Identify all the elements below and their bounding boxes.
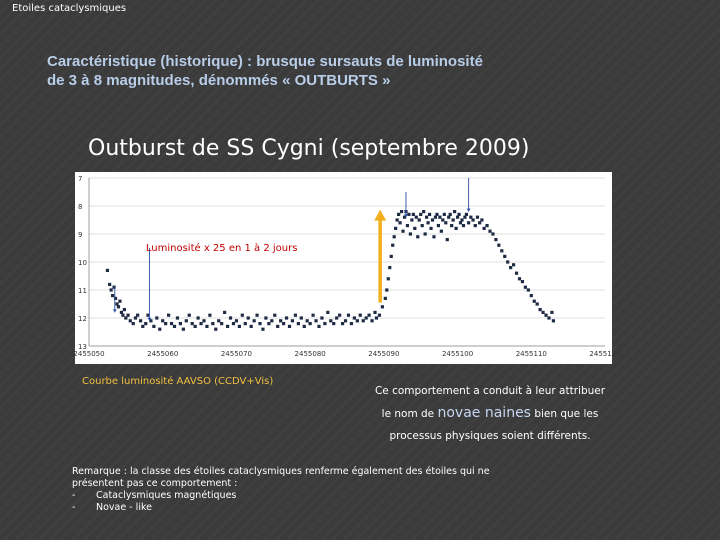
data-point xyxy=(394,227,397,230)
data-point xyxy=(491,232,494,235)
data-point xyxy=(478,221,481,224)
data-point xyxy=(126,314,129,317)
remark-line-1: Remarque : la classe des étoiles cataclysmiques renferme également des étoiles qui ne xyxy=(72,466,490,477)
data-point xyxy=(196,316,199,319)
data-point xyxy=(431,218,434,221)
data-point xyxy=(176,316,179,319)
caption-line-2 xyxy=(340,402,640,425)
data-point xyxy=(152,325,155,328)
data-point xyxy=(509,266,512,269)
light-curve-svg xyxy=(73,172,621,364)
data-point xyxy=(415,216,418,219)
data-point xyxy=(261,328,264,331)
data-point xyxy=(401,230,404,233)
data-point xyxy=(536,302,539,305)
data-point xyxy=(438,216,441,219)
data-point xyxy=(413,227,416,230)
data-point xyxy=(185,319,188,322)
data-point xyxy=(167,314,170,317)
data-point xyxy=(264,316,267,319)
data-point xyxy=(362,319,365,322)
data-point xyxy=(547,316,550,319)
data-point xyxy=(406,224,409,227)
data-point xyxy=(118,300,121,303)
data-point xyxy=(462,224,465,227)
data-point xyxy=(217,319,220,322)
data-point xyxy=(385,288,388,291)
data-point xyxy=(533,300,536,303)
data-point xyxy=(161,319,164,322)
subtitle-line-2: de 3 à 8 magnitudes, dénommés « OUTBURTS » xyxy=(47,72,391,89)
data-point xyxy=(255,314,258,317)
data-point xyxy=(485,224,488,227)
x-tick-label: 2455060 xyxy=(147,350,179,358)
data-point xyxy=(117,305,120,308)
data-point xyxy=(347,314,350,317)
data-point xyxy=(350,322,353,325)
chart-title: Outburst de SS Cygni (septembre 2009) xyxy=(88,136,530,161)
data-point xyxy=(220,322,223,325)
data-point xyxy=(314,319,317,322)
data-point xyxy=(518,277,521,280)
data-point xyxy=(456,216,459,219)
data-point xyxy=(480,218,483,221)
data-point xyxy=(182,328,185,331)
data-point xyxy=(440,230,443,233)
data-point xyxy=(452,218,455,221)
data-point xyxy=(437,224,440,227)
light-curve-chart xyxy=(73,172,621,364)
data-point xyxy=(375,316,378,319)
y-tick-label: 8 xyxy=(78,203,83,211)
caption-line-1: Ce comportement a conduit à leur attribuer xyxy=(374,385,606,397)
data-point xyxy=(444,221,447,224)
x-tick-label: 2455100 xyxy=(441,350,474,358)
data-point xyxy=(214,328,217,331)
data-point xyxy=(488,230,491,233)
data-point xyxy=(524,286,527,289)
data-point xyxy=(309,322,312,325)
data-point xyxy=(381,305,384,308)
data-point xyxy=(270,319,273,322)
data-point xyxy=(344,319,347,322)
data-point xyxy=(469,216,472,219)
data-point xyxy=(426,221,429,224)
data-point xyxy=(527,288,530,291)
data-point xyxy=(229,316,232,319)
data-point xyxy=(267,322,270,325)
data-point xyxy=(494,238,497,241)
data-point xyxy=(446,238,449,241)
data-point xyxy=(164,322,167,325)
remark-item-text: Cataclysmiques magnétiques xyxy=(96,490,237,501)
data-point xyxy=(341,322,344,325)
caption-line-3: processus physiques soient différents. xyxy=(389,430,591,442)
data-point xyxy=(194,325,197,328)
data-point xyxy=(422,210,425,213)
data-point xyxy=(530,294,533,297)
data-point xyxy=(124,316,127,319)
data-point xyxy=(416,235,419,238)
data-point xyxy=(121,314,124,317)
data-point xyxy=(306,319,309,322)
data-point xyxy=(155,316,158,319)
data-point xyxy=(476,216,479,219)
data-point xyxy=(474,224,477,227)
data-point xyxy=(424,232,427,235)
caption-highlight: novae naines xyxy=(437,405,531,421)
data-point xyxy=(378,314,381,317)
data-point xyxy=(173,325,176,328)
data-point xyxy=(447,216,450,219)
data-point xyxy=(368,314,371,317)
data-point xyxy=(141,325,144,328)
data-point xyxy=(115,302,118,305)
data-point xyxy=(238,325,241,328)
slide-subtitle xyxy=(47,52,667,90)
y-tick-label: 10 xyxy=(78,259,87,267)
data-point xyxy=(320,316,323,319)
data-point xyxy=(179,322,182,325)
data-point xyxy=(393,235,396,238)
x-tick-label: 2455070 xyxy=(220,350,253,358)
remark-dash: - xyxy=(72,490,76,501)
data-point xyxy=(463,216,466,219)
data-point xyxy=(373,311,376,314)
caption-aavso: Courbe luminosité AAVSO (CCDV+Vis) xyxy=(82,376,274,387)
data-point xyxy=(300,316,303,319)
data-point xyxy=(450,224,453,227)
data-point xyxy=(253,319,256,322)
data-point xyxy=(457,213,460,216)
data-point xyxy=(425,216,428,219)
data-point xyxy=(467,221,470,224)
data-point xyxy=(158,328,161,331)
data-point xyxy=(388,266,391,269)
y-tick-label: 11 xyxy=(78,287,87,295)
data-point xyxy=(294,314,297,317)
data-point xyxy=(108,283,111,286)
data-point xyxy=(202,319,205,322)
data-point xyxy=(199,322,202,325)
data-point xyxy=(409,232,412,235)
chart-annotation: Luminosité x 25 en 1 à 2 jours xyxy=(145,242,298,254)
data-point xyxy=(279,319,282,322)
data-point xyxy=(136,314,139,317)
data-point xyxy=(311,314,314,317)
data-point xyxy=(460,218,463,221)
data-point xyxy=(443,213,446,216)
data-point xyxy=(432,235,435,238)
remark-block xyxy=(72,466,542,514)
data-point xyxy=(391,244,394,247)
y-tick-label: 12 xyxy=(78,315,87,323)
data-point xyxy=(435,213,438,216)
data-point xyxy=(515,272,518,275)
data-point xyxy=(208,314,211,317)
data-point xyxy=(428,213,431,216)
data-point xyxy=(285,316,288,319)
data-point xyxy=(353,316,356,319)
data-point xyxy=(232,322,235,325)
data-point xyxy=(397,213,400,216)
data-point xyxy=(390,255,393,258)
data-point xyxy=(398,221,401,224)
data-point xyxy=(139,319,142,322)
remark-item-text: Novae - like xyxy=(96,502,152,513)
data-point xyxy=(497,244,500,247)
data-point xyxy=(323,322,326,325)
data-point xyxy=(205,325,208,328)
data-point xyxy=(441,218,444,221)
data-point xyxy=(211,322,214,325)
data-point xyxy=(332,322,335,325)
y-tick-label: 13 xyxy=(78,343,87,351)
data-point xyxy=(111,294,114,297)
data-point xyxy=(539,308,542,311)
data-point xyxy=(329,319,332,322)
data-point xyxy=(541,311,544,314)
marker-head xyxy=(113,309,117,312)
data-point xyxy=(129,319,132,322)
x-tick-label: 2455110 xyxy=(515,350,547,358)
slide-title: Etoiles cataclysmiques xyxy=(12,3,127,14)
data-point xyxy=(453,210,456,213)
data-point xyxy=(110,288,113,291)
data-point xyxy=(459,221,462,224)
data-point xyxy=(550,311,553,314)
data-point xyxy=(291,319,294,322)
data-point xyxy=(454,227,457,230)
caption-novae-naines xyxy=(340,380,640,447)
data-point xyxy=(303,325,306,328)
data-point xyxy=(419,213,422,216)
x-tick-label: 2455120 xyxy=(589,350,621,358)
y-tick-label: 9 xyxy=(78,231,83,239)
remark-dash: - xyxy=(72,502,76,513)
data-point xyxy=(544,314,547,317)
data-point xyxy=(521,280,524,283)
x-tick-label: 2455050 xyxy=(73,350,105,358)
data-point xyxy=(449,213,452,216)
data-point xyxy=(223,311,226,314)
data-point xyxy=(241,314,244,317)
data-point xyxy=(144,322,147,325)
caption-pre: le nom de xyxy=(381,408,438,420)
data-point xyxy=(421,224,424,227)
data-point xyxy=(503,255,506,258)
data-point xyxy=(170,322,173,325)
data-point xyxy=(335,316,338,319)
data-point xyxy=(191,322,194,325)
x-tick-label: 2455080 xyxy=(294,350,326,358)
caption-post: bien que les xyxy=(530,408,599,420)
data-point xyxy=(338,314,341,317)
data-point xyxy=(258,322,261,325)
data-point xyxy=(317,325,320,328)
data-point xyxy=(384,297,387,300)
data-point xyxy=(188,314,191,317)
data-point xyxy=(396,218,399,221)
outburst-arrow-head xyxy=(374,210,386,221)
data-point xyxy=(552,319,555,322)
data-point xyxy=(365,316,368,319)
data-point xyxy=(244,322,247,325)
y-tick-label: 7 xyxy=(78,175,83,183)
marker-head xyxy=(467,209,471,212)
data-point xyxy=(288,325,291,328)
remark-line-2: présentent pas ce comportement : xyxy=(72,478,238,489)
data-point xyxy=(106,269,109,272)
data-point xyxy=(387,277,390,280)
data-point xyxy=(512,263,515,266)
data-point xyxy=(412,213,415,216)
data-point xyxy=(247,316,250,319)
data-point xyxy=(120,311,123,314)
data-point xyxy=(273,314,276,317)
data-point xyxy=(276,325,279,328)
data-point xyxy=(370,319,373,322)
remark-item xyxy=(72,490,542,502)
data-point xyxy=(471,218,474,221)
data-point xyxy=(356,319,359,322)
data-point xyxy=(418,218,421,221)
data-point xyxy=(226,325,229,328)
data-point xyxy=(465,213,468,216)
data-point xyxy=(500,249,503,252)
data-point xyxy=(429,227,432,230)
data-point xyxy=(326,311,329,314)
data-point xyxy=(359,314,362,317)
subtitle-line-1: Caractéristique (historique) : brusque sursauts de luminosité xyxy=(47,53,483,70)
data-point xyxy=(235,319,238,322)
data-point xyxy=(132,322,135,325)
data-point xyxy=(506,260,509,263)
data-point xyxy=(282,322,285,325)
data-point xyxy=(297,322,300,325)
data-point xyxy=(134,316,137,319)
x-tick-label: 2455090 xyxy=(368,350,400,358)
remark-item xyxy=(72,502,542,514)
data-point xyxy=(400,210,403,213)
data-point xyxy=(434,216,437,219)
data-point xyxy=(483,227,486,230)
data-point xyxy=(123,308,126,311)
data-point xyxy=(410,218,413,221)
data-point xyxy=(250,325,253,328)
